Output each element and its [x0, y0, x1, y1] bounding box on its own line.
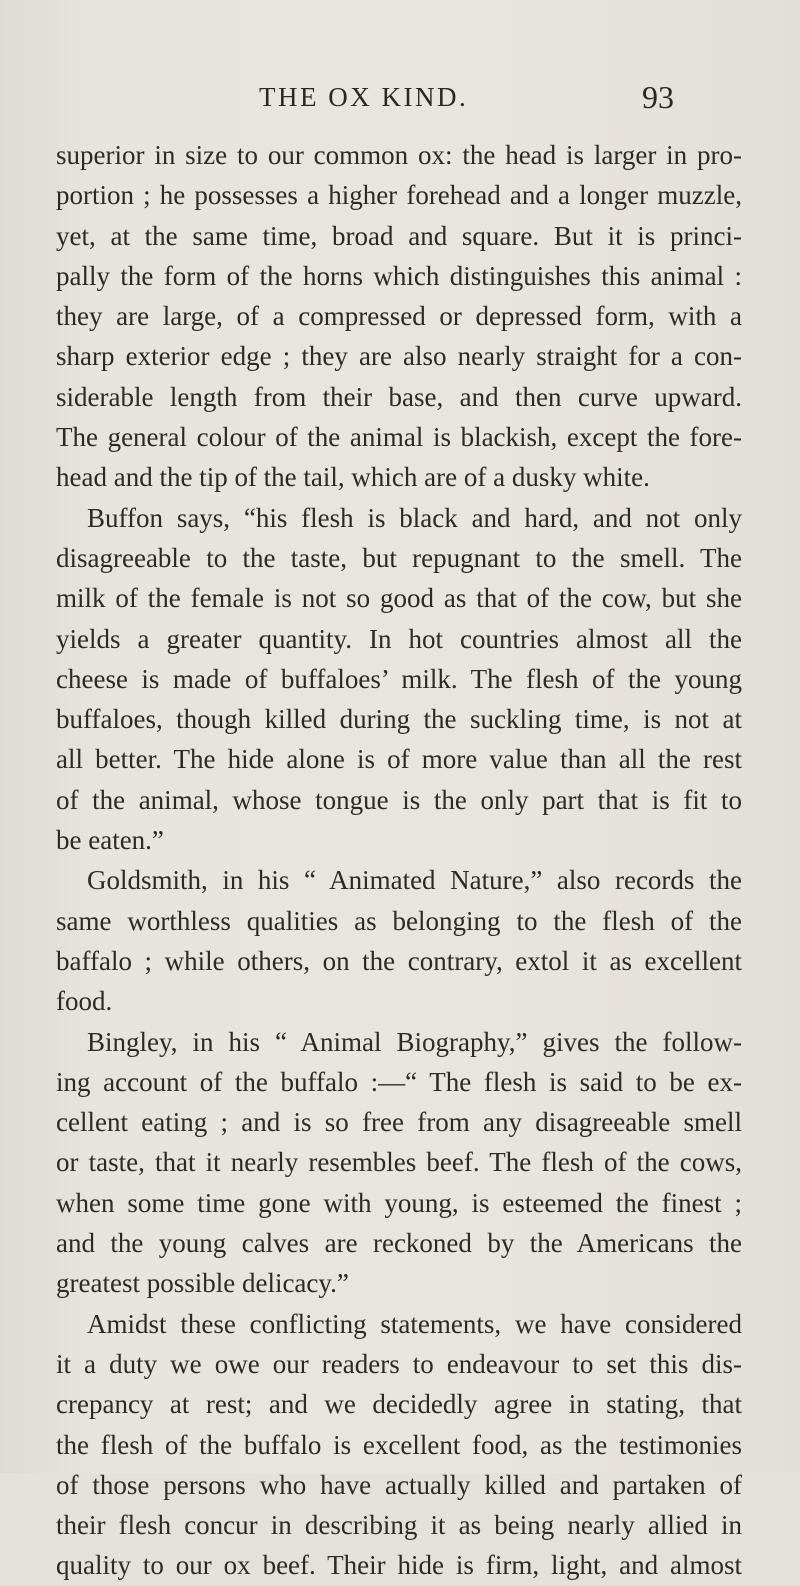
text-line: when some time gone with young, is esteemed the finest ;: [56, 1187, 742, 1218]
text-line: portion ; he possesses a higher forehead and a longer muzzle,: [56, 180, 742, 211]
text-line: their flesh concur in describing it as being nearly allied in: [56, 1510, 742, 1541]
text-line: Goldsmith, in his “ Animated Nature,” also records the: [87, 865, 742, 896]
text-line: be eaten.”: [56, 825, 164, 856]
text-line: The general colour of the animal is blackish, except the fore-: [56, 422, 742, 453]
text-line: yields a greater quantity. In hot countries almost all the: [56, 623, 742, 654]
text-line: the flesh of the buffalo is excellent food, as the testimonies: [56, 1429, 742, 1460]
text-line: or taste, that it nearly resembles beef. The flesh of the cows,: [56, 1147, 742, 1178]
text-line: of the animal, whose tongue is the only part that is fit to: [56, 784, 742, 815]
text-line: cheese is made of buffaloes’ milk. The flesh of the young: [56, 663, 742, 694]
page-number: 93: [642, 79, 674, 115]
text-line: and the young calves are reckoned by the Americans the: [56, 1228, 742, 1259]
text-line: head and the tip of the tail, which are of a dusky white.: [56, 462, 650, 493]
text-line: yet, at the same time, broad and square. But it is princi-: [56, 220, 742, 251]
text-line: Bingley, in his “ Animal Biography,” gives the follow-: [87, 1026, 742, 1057]
text-line: Amidst these conflicting statements, we have considered: [87, 1308, 742, 1339]
text-line: baffalo ; while others, on the contrary, extol it as excellent: [56, 945, 742, 976]
text-line: greatest possible delicacy.”: [56, 1268, 349, 1299]
text-line: cellent eating ; and is so free from any disagreeable smell: [56, 1107, 742, 1138]
text-line: disagreeable to the taste, but repugnant to the smell. The: [56, 542, 742, 573]
text-line: pally the form of the horns which distinguishes this animal :: [56, 260, 742, 291]
text-line: of those persons who have actually killed and partaken of: [56, 1469, 742, 1500]
text-line: superior in size to our common ox: the head is larger in pro-: [56, 140, 742, 170]
text-line: they are large, of a compressed or depressed form, with a: [56, 301, 742, 332]
text-line: food.: [56, 986, 113, 1017]
running-head: THE OX KIND.: [259, 82, 469, 112]
text-line: sharp exterior edge ; they are also nearly straight for a con-: [56, 341, 742, 372]
text-line: crepancy at rest; and we decidedly agree in stating, that: [56, 1389, 742, 1420]
page-header: [0, 79, 800, 122]
body-text: [56, 135, 742, 1586]
text-line: all better. The hide alone is of more value than all the rest: [56, 744, 742, 775]
text-line: buffaloes, though killed during the suckling time, is not at: [56, 704, 742, 735]
text-line: milk of the female is not so good as that of the cow, but she: [56, 583, 742, 614]
text-line: same worthless qualities as belonging to the flesh of the: [56, 905, 742, 936]
text-line: quality to our ox beef. Their hide is firm, light, and almost: [56, 1550, 742, 1581]
text-line: it a duty we owe our readers to endeavour to set this dis-: [56, 1348, 742, 1379]
text-line: siderable length from their base, and then curve upward.: [56, 381, 742, 412]
text-line: ing account of the buffalo :—“ The flesh is said to be ex-: [56, 1066, 742, 1097]
text-line: Buffon says, “his flesh is black and hard, and not only: [87, 502, 742, 533]
